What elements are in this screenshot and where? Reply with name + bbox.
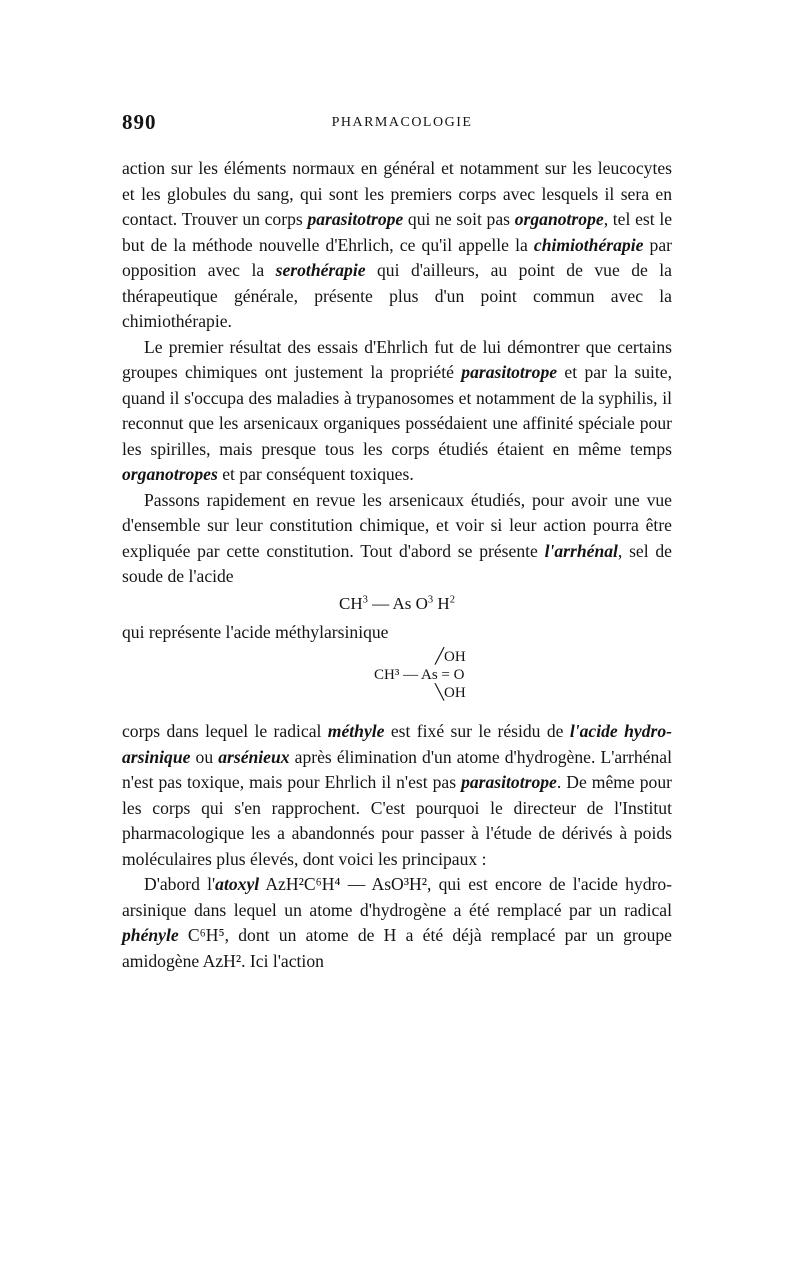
paragraph-3 — [122, 488, 672, 590]
text: est fixé sur le résidu de — [384, 721, 570, 741]
text: . De même pour les corps qui s'en rapprochent. C'est pourquoi le directeur de l'Institut pharmacologique les a abandonnés pour passer à l'étude de dérivés à poids moléculaires plus élevés, dont voici les principaux : — [122, 772, 672, 869]
term: parasitotrope — [307, 209, 404, 229]
text: , sel de soude de l'acide — [122, 540, 672, 586]
term: atoxyl — [215, 874, 260, 894]
paragraph-4: qui représente l'acide méthylarsinique — [122, 621, 389, 642]
structure-bottom: ╲OH — [435, 685, 466, 701]
superscript: 3 — [362, 593, 368, 605]
text: corps dans lequel le radical — [122, 721, 328, 741]
text: Le premier résultat des essais d'Ehrlich fut de lui démontrer que certains groupes chimiques ont justement la propriété — [122, 336, 672, 382]
term: serothérapie — [275, 260, 366, 280]
text: D'abord l' — [144, 874, 216, 894]
structure-middle: CH³ — As = O — [374, 667, 465, 683]
paragraph-6 — [122, 872, 672, 974]
text: CH — [339, 593, 363, 613]
paragraph-5 — [122, 719, 672, 872]
term: méthyle — [327, 721, 385, 741]
text: qui ne soit pas — [403, 209, 515, 229]
text: et par la suite, quand il s'occupa des maladies à trypanosomes et notamment de la syphilis, il reconnut que les arsenicaux organiques possédaient une affinité spéciale pour les spirilles, mais presque tous les corps étudiés étaient en même temps — [122, 362, 672, 459]
term: l'arrhénal — [544, 540, 618, 561]
superscript: 3 — [427, 593, 434, 605]
superscript: 2 — [449, 593, 455, 605]
text: ou — [190, 746, 219, 767]
term: parasitotrope — [461, 772, 557, 792]
term: l'acide hydro-arsinique — [122, 721, 672, 767]
running-title: PHARMACOLOGIE — [331, 115, 473, 130]
text: Passons rapidement en revue les arsenicaux étudiés, pour avoir une vue d'ensemble sur leur constitution chimique, et voir si leur action pourra être expliquée par cette constitution. Tout d'abord se présente — [122, 489, 672, 561]
text: qui d'ailleurs, au point de vue de la thérapeutique générale, présente plus d'un point commun avec la chimiothérapie. — [122, 260, 672, 331]
text: après élimination d'un atome d'hydrogène. L'arrhénal n'est pas toxique, mais pour Ehrlich il n'est pas — [122, 746, 672, 792]
term: parasitotrope — [461, 362, 558, 382]
text: par opposition avec la — [122, 234, 672, 280]
text: C⁶H⁵, dont un atome de H a été déjà remplacé par un groupe amidogène AzH². Ici l'action — [122, 925, 672, 971]
paragraph-2 — [122, 335, 672, 488]
term: phényle — [122, 925, 179, 945]
text: — As O — [367, 593, 428, 613]
text: AzH²C⁶H⁴ — AsO³H², qui est encore de l'acide hydro-arsinique dans lequel un atome d'hydrogène a été remplacé par un radical — [122, 874, 672, 920]
text: H — [433, 593, 450, 613]
page-header — [122, 110, 682, 136]
text: , tel est le but de la méthode nouvelle d'Ehrlich, ce qu'il appelle la — [122, 209, 673, 255]
structure-top: ╱OH — [435, 649, 466, 665]
page-number: 890 — [122, 110, 157, 134]
text: action sur les éléments normaux en général et notamment sur les leucocytes et les globules du sang, qui sont les premiers corps avec lesquels il sera en contact. Trouver un corps — [122, 158, 672, 229]
structural-formula — [122, 645, 672, 719]
paragraph-1 — [122, 156, 672, 335]
body-text — [122, 156, 672, 974]
term: arsénieux — [218, 746, 290, 767]
term: organotrope — [514, 209, 604, 229]
term: chimiothérapie — [533, 234, 644, 255]
term: organotropes — [122, 464, 218, 484]
text: et par conséquent toxiques. — [217, 464, 414, 484]
formula-arrhenal — [122, 592, 672, 616]
